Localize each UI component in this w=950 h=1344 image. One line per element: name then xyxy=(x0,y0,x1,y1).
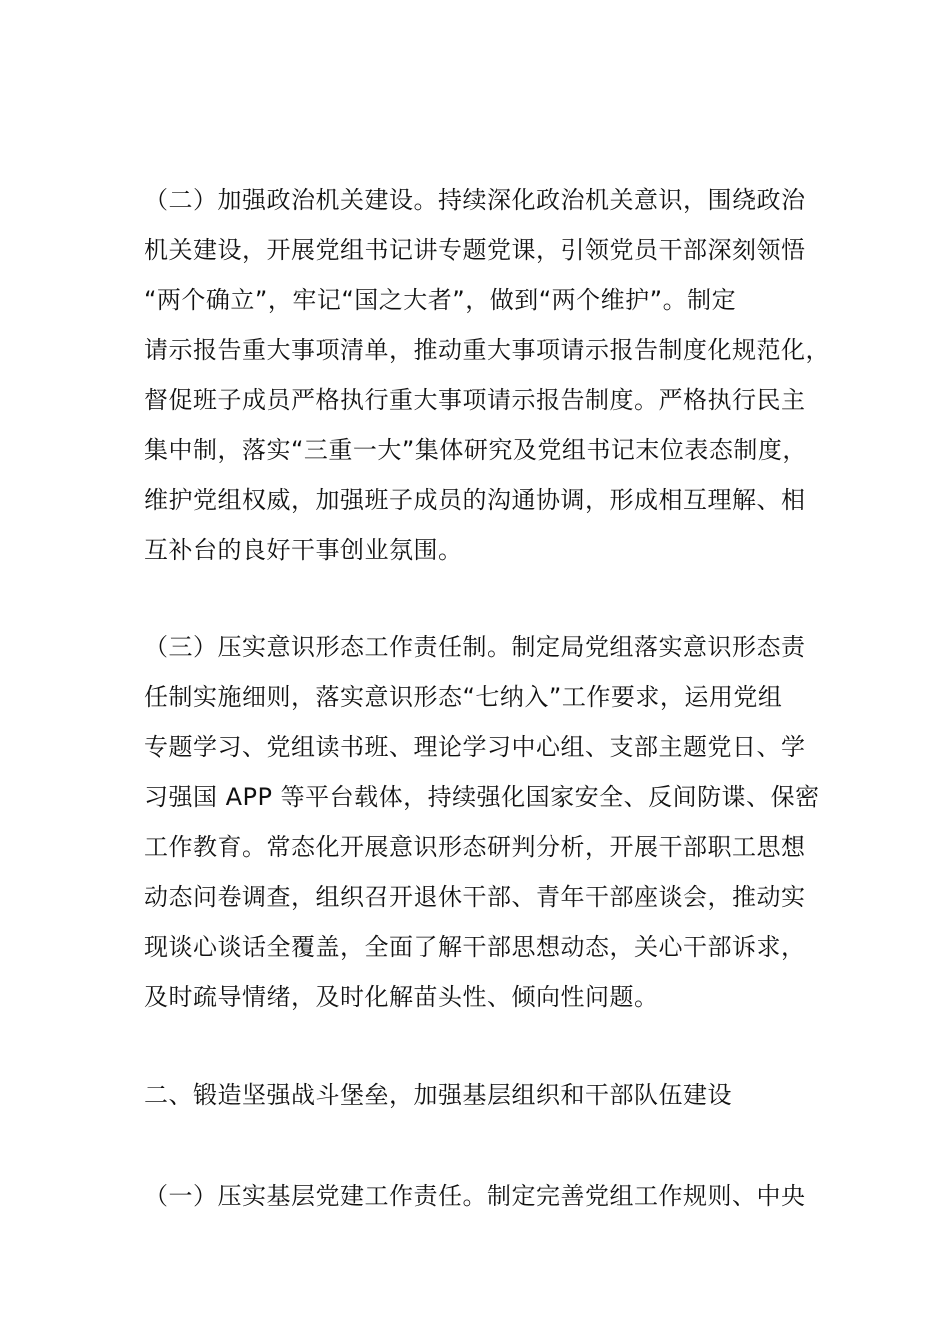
text-line: 现谈心谈话全覆盖，全面了解干部思想动态，关心干部诉求， xyxy=(144,933,806,961)
text-line: （一）压实基层党建工作责任。制定完善党组工作规则、中央 xyxy=(144,1182,806,1210)
text-line: 互补台的良好干事创业氛围。 xyxy=(144,536,463,564)
text-line: （二）加强政治机关建设。持续深化政治机关意识，围绕政治 xyxy=(144,186,806,214)
text-line: 动态问卷调查，组织召开退休干部、青年干部座谈会，推动实 xyxy=(144,883,806,911)
text-line: 督促班子成员严格执行重大事项请示报告制度。严格执行民主 xyxy=(144,386,806,414)
text-line: 专题学习、党组读书班、理论学习中心组、支部主题党日、学 xyxy=(144,733,806,761)
text-line: 机关建设，开展党组书记讲专题党课，引领党员干部深刻领悟 xyxy=(144,236,806,264)
text-line: 工作教育。常态化开展意识形态研判分析，开展干部职工思想 xyxy=(144,833,806,861)
section-heading: 二、锻造坚强战斗堡垒，加强基层组织和干部队伍建设 xyxy=(144,1081,732,1109)
text-line: 请示报告重大事项清单，推动重大事项请示报告制度化规范化， xyxy=(144,336,830,364)
text-line: 任制实施细则，落实意识形态“七纳入”工作要求，运用党组 xyxy=(144,683,783,711)
text-line: （三）压实意识形态工作责任制。制定局党组落实意识形态责 xyxy=(144,633,806,661)
text-line: 及时疏导情绪，及时化解苗头性、倾向性问题。 xyxy=(144,983,659,1011)
text-line: 集中制，落实“三重一大”集体研究及党组书记末位表态制度， xyxy=(144,436,807,464)
text-line: 习强国 APP 等平台载体，持续强化国家安全、反间防谍、保密 xyxy=(144,783,820,811)
text-line: “两个确立”，牢记“国之大者”，做到“两个维护”。制定 xyxy=(144,286,737,314)
text-line: 维护党组权威，加强班子成员的沟通协调，形成相互理解、相 xyxy=(144,486,806,514)
